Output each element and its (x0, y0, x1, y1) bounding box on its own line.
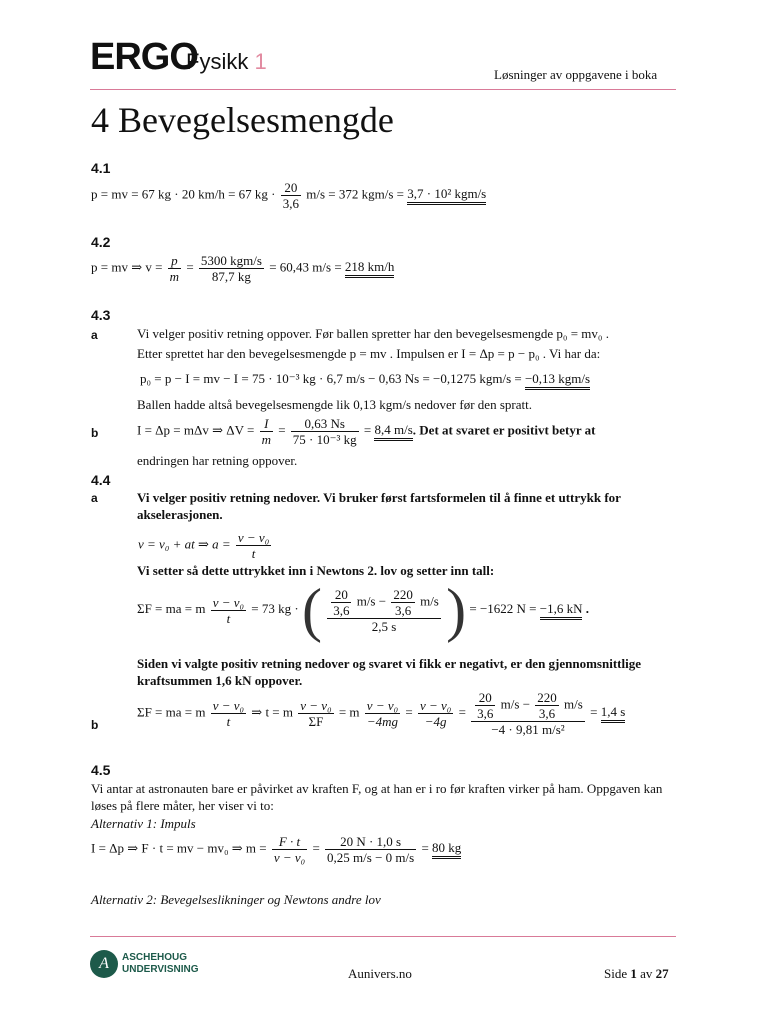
numerator: v − v₀ (237, 530, 270, 545)
fraction (211, 595, 246, 626)
section-4-5-alt1: Alternativ 1: Impuls (91, 816, 196, 831)
compound-numerator (471, 690, 585, 722)
numerator: 20 (331, 587, 351, 603)
eq-text: p = mv ⇒ v = (91, 259, 163, 275)
section-4-5-paragraph: Vi antar at astronauten bare er påvirket av kraften F, og at han er i ro før kraften virker på ham. Oppgaven kan løses på flere måter, her viser vi to: (91, 781, 663, 813)
fraction (475, 690, 495, 721)
denominator: 0,25 m/s − 0 m/s (327, 850, 415, 865)
denominator: −4g (424, 714, 447, 729)
section-4-5-alt2: Alternativ 2: Bevegelseslikninger og Newtons andre lov (91, 892, 381, 907)
eq-text: . Det at svaret er positivt betyr at (412, 422, 596, 438)
fraction (260, 416, 273, 447)
footer-website: Aunivers.no (348, 966, 412, 981)
denominator: 3,6 (538, 706, 556, 721)
publisher-line2: UNDERVISNING (122, 964, 199, 975)
section-4-1-equation (91, 180, 486, 211)
compound-numerator (327, 587, 441, 619)
section-4-2-equation: p = mv ⇒ v = $\frac{p}{m}$ = 5300 kgm/s 87,7 kg = 60,43 m/s = 218 km/h (91, 253, 395, 284)
numerator: 5300 kgm/s (200, 253, 262, 268)
section-4-3-a-text1: Vi velger positiv retning oppover. Før ballen spretter har den bevegelsesmengde p₀ = mv₀ . (137, 326, 609, 341)
right-paren: ) (446, 577, 467, 643)
denominator: −4 · 9,81 m/s² (491, 722, 565, 737)
eq-text: m/s (420, 592, 439, 608)
left-paren: ( (301, 577, 322, 643)
numerator: 20 (475, 690, 495, 706)
fraction (168, 253, 181, 284)
eq-text: v = v₀ + at ⇒ a = (138, 536, 231, 552)
section-4-4-a-para2: Vi setter så dette uttrykket inn i Newtons 2. lov og setter inn tall: (137, 563, 495, 578)
fraction (298, 698, 333, 729)
eq-text: m/s (564, 696, 583, 712)
section-4-4-a-para1: Vi velger positiv retning nedover. Vi bruker først fartsformelen til å finne et uttrykk for akselerasjonen. (137, 490, 621, 522)
fraction (199, 253, 264, 284)
denominator: 87,7 kg (211, 269, 251, 284)
fraction (325, 834, 416, 865)
fraction (535, 690, 559, 721)
compound-fraction (471, 690, 585, 737)
section-4-4-b-equation: ΣF = ma = m $\frac{\text{v − v₀}}{t}$ ⇒ t = m $\frac{\text{v − v₀}}{\Sigma F}$ = m $\frac{\text{v − v₀}}{-4mg}$ = $\frac{\text{v − v₀}}{-4g}$ = $\frac{20}{3,6}$ m/s − $\frac{220}{3,6}$ m/s −4 · 9,81 m/s² = 1,4 s (137, 690, 626, 737)
eq-text: m/s − (356, 592, 387, 608)
section-4-1-heading: 4.1 (91, 160, 111, 176)
denominator: v − v₀ (273, 850, 306, 865)
section-4-3-heading: 4.3 (91, 307, 111, 323)
answer: 8,4 m/s (374, 422, 412, 441)
answer: 3,7 · 10² kgm/s (407, 186, 486, 205)
fraction (236, 530, 271, 561)
publisher-logo-icon: A (90, 950, 118, 978)
eq-text: ⇒ t = m (251, 704, 293, 720)
answer: 80 kg (432, 840, 461, 859)
numerator: 220 (537, 690, 557, 705)
publisher-name (122, 952, 199, 976)
fraction (291, 416, 359, 447)
fraction (365, 698, 400, 729)
fraction (281, 180, 301, 211)
denominator: 3,6 (477, 706, 494, 721)
eq-text: ΣF = ma = m (137, 600, 206, 616)
eq-text: p = mv = 67 kg · 20 km/h = 67 kg · (91, 186, 276, 202)
answer: −0,13 kgm/s (525, 371, 590, 390)
numerator: v − v₀ (212, 698, 245, 713)
section-4-4-a-equation1 (138, 530, 273, 561)
logo-ergo: ERGO (90, 36, 198, 78)
denominator: m (261, 432, 271, 447)
denominator: 2,5 s (371, 618, 397, 634)
numerator: I (260, 416, 273, 432)
answer: 218 km/h (345, 259, 394, 278)
denominator: 3,6 (394, 602, 412, 618)
section-4-4-a-equation2: ΣF = ma = m $\frac{\text{v − v₀}}{t}$ = 73 kg · ( $\frac{20}{3,6}$ m/s − $\frac{220}{3,6}$ m/s 2,5 s ) = −1622 N = −1,6 kN . (137, 577, 589, 643)
section-4-4-heading: 4.4 (91, 472, 111, 488)
page-prefix: Side (604, 966, 628, 981)
numerator: v − v₀ (212, 594, 245, 610)
section-4-2-heading: 4.2 (91, 234, 111, 250)
page-number (604, 966, 669, 982)
section-4-3-a-text3: Ballen hadde altså bevegelsesmengde lik 0,13 kgm/s nedover før den spratt. (137, 397, 532, 412)
section-4-4-a-para3: Siden vi valgte positiv retning nedover og svaret vi fikk er negativt, er den gjennomsnittlige kraftsummen 1,6 kN oppover. (137, 656, 641, 688)
denominator: 3,6 (333, 602, 350, 618)
numerator: F · t (272, 834, 307, 850)
fraction (391, 587, 415, 618)
answer: 1,4 s (601, 704, 626, 723)
section-4-5-equation: I = Δp ⇒ F · t = mv − mv₀ ⇒ m = $\frac{F \cdot t}{\text{v − v₀}}$ = $\frac{20 N \cdot 1,0 s}{0,25 m/s - 0 m/s}$ = 80 kg (91, 834, 462, 865)
section-4-3-a-label: a (91, 328, 98, 342)
denominator: t (226, 610, 231, 626)
logo-number: 1 (254, 49, 267, 74)
numerator: 20 (281, 180, 301, 196)
fraction (272, 834, 307, 865)
answer: −1,6 kN (540, 601, 583, 620)
footer-divider (90, 936, 676, 937)
eq-text: = 73 kg · (251, 600, 299, 616)
numerator: v − v₀ (300, 698, 332, 713)
logo-fysikk-text: Fysikk (186, 49, 249, 74)
compound-fraction (327, 587, 441, 634)
denominator: 75 · 10⁻³ kg (292, 432, 357, 447)
denominator: m (169, 269, 180, 284)
eq-text: p₀ = p − I = mv − I = 75 · 10⁻³ kg · 6,7 m/s − 0,63 Ns = −0,1275 kgm/s = (140, 371, 522, 386)
header-subtitle: Løsninger av oppgavene i boka (494, 67, 658, 82)
denominator: −4mg (366, 714, 399, 729)
section-4-3-b-text: endringen har retning oppover. (137, 453, 298, 468)
denominator: 3,6 (282, 196, 299, 211)
section-4-3-b-equation: I = Δp = mΔv ⇒ ΔV = $\frac{I}{m}$ = $\frac{0,63 Ns}{\text{75 · 10⁻³ kg}}$ = 8,4 m/s. Det at svaret er positivt betyr at (137, 416, 596, 447)
numerator: 20 N · 1,0 s (325, 834, 416, 850)
eq-text: = 60,43 m/s = (269, 259, 342, 275)
eq-text: = m (338, 704, 360, 720)
denominator: t (226, 714, 231, 729)
eq-text: m/s − (500, 696, 531, 712)
page-total: 27 (655, 966, 669, 981)
section-4-3-b-label: b (91, 426, 99, 440)
eq-text: m/s = 372 kgm/s = (306, 186, 404, 202)
eq-text: I = Δp ⇒ F · t = mv − mv₀ ⇒ m = (91, 840, 267, 856)
eq-text: I = Δp = mΔv ⇒ ΔV = (137, 422, 255, 438)
denominator: t (251, 546, 256, 561)
section-4-3-a-text2: Etter sprettet har den bevegelsesmengde p = mv . Impulsen er I = Δp = p − p₀ . Vi har da: (137, 346, 601, 361)
header-divider (90, 89, 676, 90)
denominator: ΣF (308, 714, 324, 729)
section-4-4-b-label: b (91, 718, 99, 732)
numerator: v − v₀ (366, 698, 399, 713)
eq-text: = −1622 N = (469, 600, 537, 616)
publisher-line1: ASCHEHOUG (122, 952, 188, 963)
fraction (418, 698, 453, 729)
numerator: 0,63 Ns (291, 416, 359, 432)
page-title: 4 Bevegelsesmengde (91, 100, 394, 140)
fraction (331, 587, 351, 618)
fraction (211, 698, 246, 729)
section-4-4-a-label: a (91, 491, 98, 505)
page-separator: av (640, 966, 653, 981)
section-4-5-heading: 4.5 (91, 762, 111, 778)
numerator: v − v₀ (419, 698, 452, 713)
page-current: 1 (630, 966, 637, 981)
section-4-3-a-equation (140, 372, 590, 385)
logo-fysikk (186, 51, 267, 73)
eq-text: ΣF = ma = m (137, 704, 206, 720)
numerator: 220 (393, 586, 413, 602)
numerator: p (168, 253, 181, 269)
